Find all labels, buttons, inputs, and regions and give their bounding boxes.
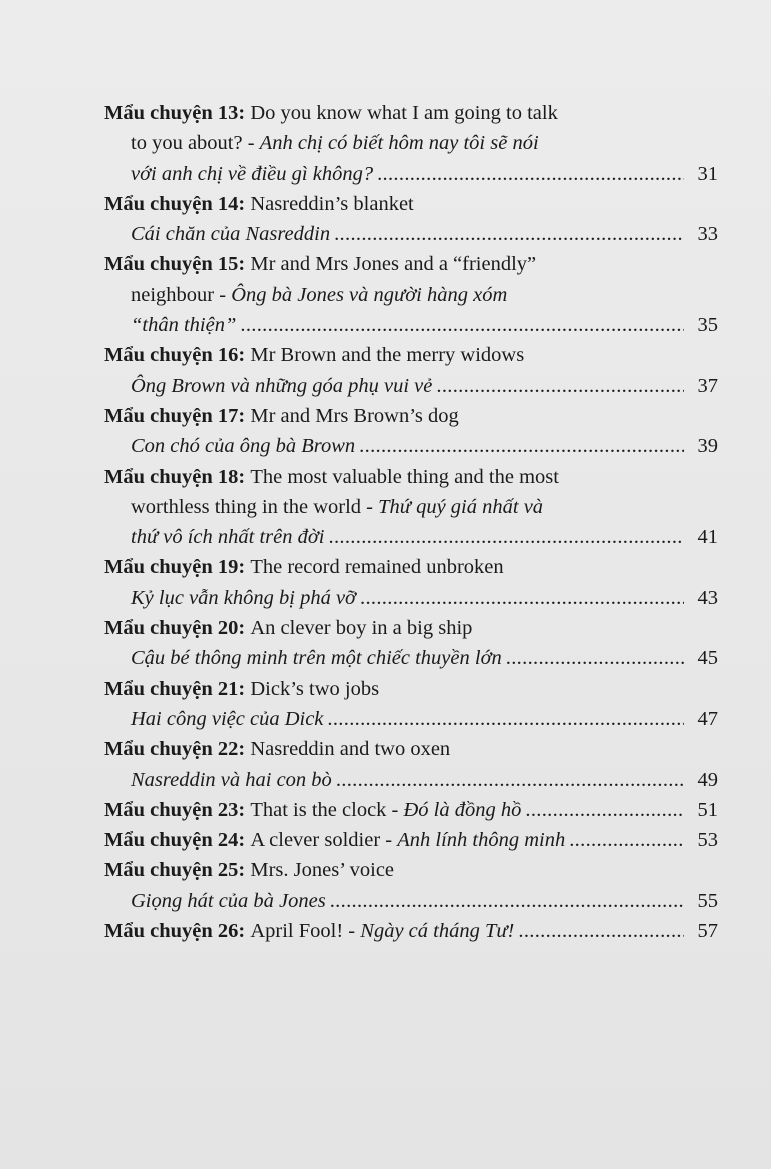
page-number: 37 <box>697 374 718 397</box>
toc-line <box>104 734 718 764</box>
toc-line <box>104 825 718 855</box>
dot-leader <box>518 916 684 946</box>
toc-line <box>104 280 718 310</box>
page-number: 39 <box>697 435 718 458</box>
vietnamese-title: Đó là đồng hồ <box>403 798 522 821</box>
english-title: An clever boy in a big ship <box>250 617 473 640</box>
toc-line <box>104 674 718 704</box>
dot-leader <box>327 704 684 734</box>
english-title: Do you know what I am going to talk <box>250 102 558 124</box>
toc-line <box>104 340 718 370</box>
story-number-label: Mẩu chuyện 20: <box>104 617 246 640</box>
english-title: A clever soldier - <box>250 829 398 852</box>
toc-line <box>104 916 718 946</box>
english-title: Mrs. Jones’ voice <box>250 859 395 882</box>
toc-line <box>104 219 718 249</box>
toc-line <box>104 431 718 461</box>
vietnamese-title: Giọng hát của bà Jones <box>131 889 326 912</box>
page-number: 49 <box>697 768 718 791</box>
dot-leader <box>506 643 684 673</box>
toc-entry[interactable] <box>104 825 718 855</box>
english-title: The most valuable thing and the most <box>250 465 559 488</box>
story-number-label: Mẩu chuyện 23: <box>104 798 246 821</box>
vietnamese-title: Ông bà Jones và người hàng xóm <box>231 283 508 306</box>
toc-line <box>104 583 718 613</box>
toc-entry[interactable] <box>104 674 718 735</box>
toc-entry[interactable] <box>104 462 718 553</box>
english-title: Nasreddin and two oxen <box>250 738 451 761</box>
english-title: Mr and Mrs Brown’s dog <box>250 404 459 427</box>
toc-line <box>104 522 718 552</box>
english-title: Dick’s two jobs <box>250 677 380 700</box>
vietnamese-title: Anh chị có biết hôm nay tôi sẽ nói <box>259 132 539 155</box>
story-number-label: Mẩu chuyện 19: <box>104 556 246 579</box>
page-number: 35 <box>697 314 718 337</box>
toc-line <box>104 552 718 582</box>
page-number: 33 <box>697 223 718 246</box>
dot-leader <box>359 431 684 461</box>
story-number-label: Mẩu chuyện 13: <box>104 102 246 124</box>
toc-line <box>104 462 718 492</box>
story-number-label: Mẩu chuyện 16: <box>104 344 246 367</box>
english-title: worthless thing in the world - <box>131 495 379 518</box>
dot-leader <box>334 219 684 249</box>
story-number-label: Mẩu chuyện 25: <box>104 859 246 882</box>
page-number: 31 <box>697 162 718 185</box>
dot-leader <box>525 795 684 825</box>
vietnamese-title: “thân thiện” <box>131 314 237 337</box>
english-title: Mr and Mrs Jones and a “friendly” <box>250 253 537 276</box>
page-number: 55 <box>697 889 718 912</box>
vietnamese-title: thứ vô ích nhất trên đời <box>131 526 325 549</box>
vietnamese-title: Ông Brown và những góa phụ vui vẻ <box>131 374 433 397</box>
toc-line <box>104 765 718 795</box>
toc-line <box>104 401 718 431</box>
vietnamese-title: Cậu bé thông minh trên một chiếc thuyền lớn <box>131 647 502 670</box>
toc-line <box>104 492 718 522</box>
toc-line <box>104 855 718 885</box>
dot-leader <box>436 371 684 401</box>
vietnamese-title: Thứ quý giá nhất và <box>378 495 544 518</box>
toc-line <box>104 159 718 189</box>
toc-entry[interactable] <box>104 249 718 340</box>
story-number-label: Mẩu chuyện 24: <box>104 829 246 852</box>
english-title: Mr Brown and the merry widows <box>250 344 525 367</box>
toc-entry[interactable] <box>104 189 718 250</box>
toc-line <box>104 310 718 340</box>
toc-entry[interactable] <box>104 98 718 189</box>
toc-line <box>104 249 718 279</box>
vietnamese-title: Hai công việc của Dick <box>131 707 324 730</box>
toc-entry[interactable] <box>104 613 718 674</box>
toc-entry[interactable] <box>104 340 718 401</box>
dot-leader <box>360 583 684 613</box>
toc-line <box>104 371 718 401</box>
toc-line <box>104 643 718 673</box>
toc-line <box>104 886 718 916</box>
page-number: 45 <box>697 647 718 670</box>
english-title: neighbour - <box>131 283 232 306</box>
vietnamese-title: Cái chăn của Nasreddin <box>131 223 331 246</box>
vietnamese-title: Ngày cá tháng Tư! <box>360 920 515 943</box>
toc-line <box>104 189 718 219</box>
page-number: 41 <box>697 526 718 549</box>
english-title: That is the clock - <box>250 798 404 821</box>
toc-entry[interactable] <box>104 552 718 613</box>
story-number-label: Mẩu chuyện 14: <box>104 192 246 215</box>
dot-leader <box>240 310 684 340</box>
dot-leader <box>569 825 684 855</box>
toc-entry[interactable] <box>104 795 718 825</box>
vietnamese-title: Anh lính thông minh <box>397 829 566 852</box>
story-number-label: Mẩu chuyện 15: <box>104 253 246 276</box>
english-title: The record remained unbroken <box>250 556 504 579</box>
vietnamese-title: Nasreddin và hai con bò <box>131 768 332 791</box>
table-of-contents <box>104 98 718 946</box>
vietnamese-title: với anh chị về điều gì không? <box>131 162 374 185</box>
toc-line <box>104 98 718 128</box>
vietnamese-title: Kỷ lục vẫn không bị phá vỡ <box>131 586 356 609</box>
toc-line <box>104 613 718 643</box>
page-number: 51 <box>697 798 718 821</box>
story-number-label: Mẩu chuyện 18: <box>104 465 246 488</box>
english-title: Nasreddin’s blanket <box>250 192 414 215</box>
toc-entry[interactable] <box>104 401 718 462</box>
page-number: 53 <box>697 829 718 852</box>
english-title: to you about? - <box>131 132 260 155</box>
page-number: 47 <box>697 707 718 730</box>
toc-line <box>104 795 718 825</box>
story-number-label: Mẩu chuyện 21: <box>104 677 246 700</box>
story-number-label: Mẩu chuyện 22: <box>104 738 246 761</box>
dot-leader <box>336 765 684 795</box>
vietnamese-title: Con chó của ông bà Brown <box>131 435 356 458</box>
dot-leader <box>330 886 684 916</box>
toc-line <box>104 128 718 158</box>
toc-entry[interactable] <box>104 855 718 916</box>
dot-leader <box>377 159 684 189</box>
toc-entry[interactable] <box>104 916 718 946</box>
story-number-label: Mẩu chuyện 26: <box>104 920 246 943</box>
story-number-label: Mẩu chuyện 17: <box>104 404 246 427</box>
english-title: April Fool! - <box>250 920 361 943</box>
toc-line <box>104 704 718 734</box>
toc-entry[interactable] <box>104 734 718 795</box>
dot-leader <box>329 522 685 552</box>
page-number: 57 <box>697 920 718 943</box>
page-number: 43 <box>697 586 718 609</box>
